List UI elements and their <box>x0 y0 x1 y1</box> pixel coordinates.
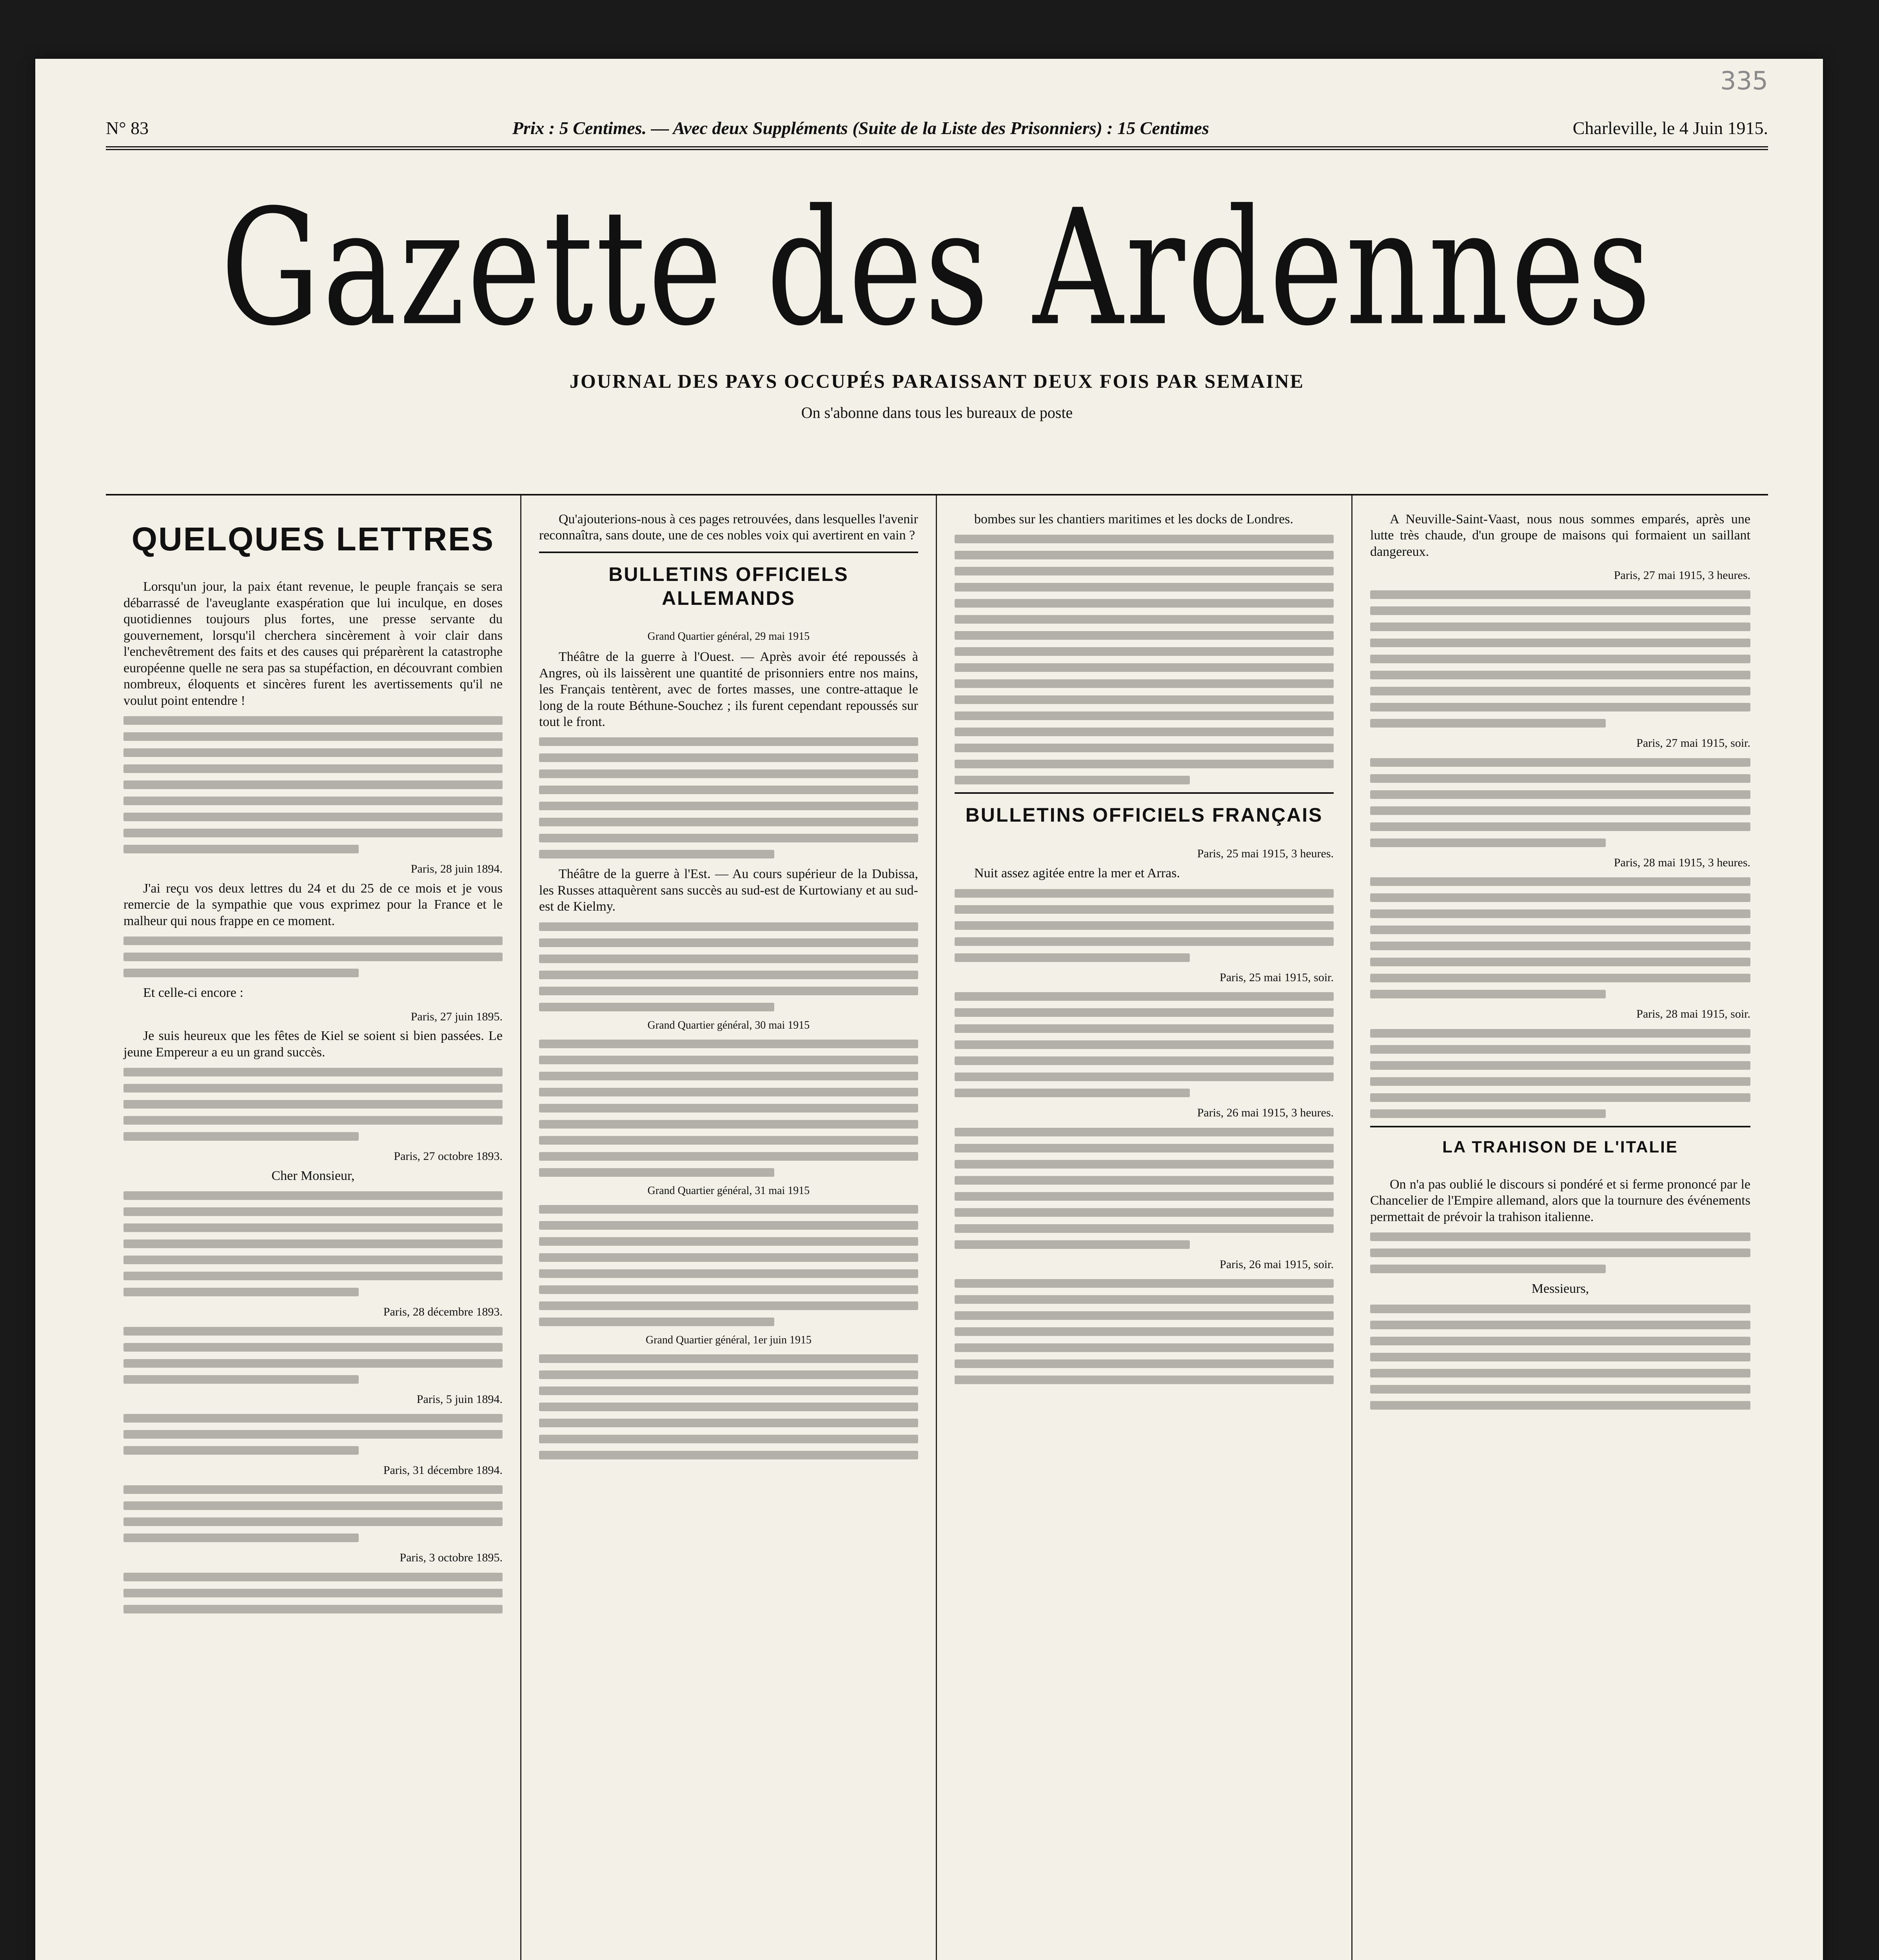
illegible-text-line <box>123 1191 503 1200</box>
illegible-text-line <box>123 716 503 725</box>
illegible-text-line <box>123 780 503 789</box>
illegible-text-line <box>539 753 918 762</box>
illegible-text-line <box>539 955 918 963</box>
illegible-text-line <box>1370 1337 1750 1345</box>
illegible-text-line <box>539 1354 918 1363</box>
illegible-text-line <box>1370 1385 1750 1394</box>
illegible-text-line <box>123 732 503 741</box>
bulletin-dateline: Paris, 28 mai 1915, 3 heures. <box>1614 856 1750 869</box>
illegible-text-line <box>123 1288 359 1296</box>
illegible-text-line <box>1370 893 1750 902</box>
bulletin-dateline: Paris, 25 mai 1915, 3 heures. <box>1197 847 1334 860</box>
letter-date: Paris, 31 décembre 1894. <box>383 1464 503 1477</box>
illegible-text-line <box>955 905 1334 914</box>
illegible-text-line <box>1370 974 1750 982</box>
illegible-text-line <box>1370 1353 1750 1361</box>
illegible-text-line <box>539 850 774 858</box>
newspaper-page <box>35 59 1823 1960</box>
illegible-text-line <box>539 1104 918 1112</box>
illegible-text-line <box>1370 838 1606 847</box>
illegible-text-line <box>123 1100 503 1109</box>
illegible-text-line <box>1370 1061 1750 1070</box>
bulletin-dateline: Grand Quartier général, 29 mai 1915 <box>647 630 810 642</box>
illegible-text-line <box>539 1152 918 1161</box>
illegible-text-line <box>1370 1045 1750 1054</box>
illegible-text-line <box>955 1056 1334 1065</box>
place-date: Charleville, le 4 Juin 1915. <box>1572 118 1768 138</box>
illegible-text-line <box>1370 958 1750 966</box>
illegible-text-line <box>123 1359 503 1368</box>
illegible-text-line <box>955 567 1334 575</box>
illegible-text-line <box>955 647 1334 656</box>
bulletin-dateline: Paris, 27 mai 1915, 3 heures. <box>1614 569 1750 582</box>
illegible-text-line <box>1370 1265 1606 1273</box>
illegible-text-line <box>123 1272 503 1280</box>
bulletin-dateline: Paris, 27 mai 1915, soir. <box>1636 737 1750 750</box>
subscribe-note: On s'abonne dans tous les bureaux de poste <box>801 404 1073 421</box>
illegible-text-line <box>1370 806 1750 815</box>
illegible-text-line <box>1370 1077 1750 1086</box>
illegible-text-line <box>955 1343 1334 1352</box>
illegible-text-line <box>955 1359 1334 1368</box>
bulletin-dateline: Paris, 26 mai 1915, soir. <box>1220 1258 1334 1271</box>
article-paragraph: Théâtre de la guerre à l'Ouest. — Après avoir été repoussés à Angres, où ils laissèrent une quantité de prisonniers entre nos mains, les Français tentèrent, avec de fortes masses, une contre-attaque le long de la route Béthune-Souchez ; ils furent cependant repoussés sur tout le front. <box>539 650 918 729</box>
illegible-text-line <box>539 1072 918 1080</box>
illegible-text-line <box>123 1485 503 1494</box>
illegible-text-line <box>123 1414 503 1423</box>
illegible-text-line <box>1370 774 1750 783</box>
illegible-text-line <box>539 786 918 794</box>
letter-date: Paris, 3 octobre 1895. <box>399 1551 503 1564</box>
illegible-text-line <box>955 1327 1334 1336</box>
illegible-text-line <box>955 1192 1334 1201</box>
bulletin-dateline: Paris, 26 mai 1915, 3 heures. <box>1197 1106 1334 1120</box>
illegible-text-line <box>123 748 503 757</box>
illegible-text-line <box>955 679 1334 688</box>
illegible-text-line <box>123 1223 503 1232</box>
illegible-text-line <box>123 829 503 837</box>
illegible-text-line <box>1370 1093 1750 1102</box>
column-3 <box>937 495 1353 1960</box>
illegible-text-line <box>955 937 1334 946</box>
illegible-text-line <box>539 737 918 746</box>
illegible-text-line <box>539 1003 774 1011</box>
article-paragraph: A Neuville-Saint-Vaast, nous nous sommes emparés, après une lutte très chaude, d'un groupe de maisons qui formaient un saillant dangereux. <box>1370 512 1750 559</box>
illegible-text-line <box>955 1073 1334 1081</box>
illegible-text-line <box>123 764 503 773</box>
illegible-text-line <box>1370 1232 1750 1241</box>
illegible-text-line <box>539 1318 774 1326</box>
illegible-text-line <box>1370 758 1750 767</box>
price-line: Prix : 5 Centimes. — Avec deux Suppléments (Suite de la Liste des Prisonniers) : 15 Centimes <box>512 118 1209 138</box>
illegible-text-line <box>539 1285 918 1294</box>
illegible-text-line <box>539 1435 918 1443</box>
illegible-text-line <box>955 1208 1334 1217</box>
illegible-text-line <box>123 1343 503 1352</box>
illegible-text-line <box>539 1387 918 1395</box>
article-heading-bulletins-francais: BULLETINS OFFICIELS FRANÇAIS <box>955 792 1334 827</box>
illegible-text-line <box>955 631 1334 640</box>
column-4 <box>1353 495 1768 1960</box>
newspaper-subtitle: JOURNAL DES PAYS OCCUPÉS PARAISSANT DEUX FOIS PAR SEMAINE <box>569 370 1305 392</box>
illegible-text-line <box>955 744 1334 752</box>
bulletin-dateline: Paris, 25 mai 1915, soir. <box>1220 971 1334 984</box>
article-heading-quelques-lettres: QUELQUES LETTRES <box>131 521 495 557</box>
article-heading-bulletins-allemands: BULLETINS OFFICIELS ALLEMANDS <box>539 552 918 610</box>
illegible-text-line <box>955 1176 1334 1185</box>
illegible-text-line <box>123 1589 503 1597</box>
letter-salutation: Cher Monsieur, <box>271 1168 355 1183</box>
illegible-text-line <box>539 834 918 842</box>
illegible-text-line <box>955 728 1334 736</box>
illegible-text-line <box>539 1040 918 1048</box>
article-paragraph: Lorsqu'un jour, la paix étant revenue, le peuple français se sera débarrassé de l'aveuglante exaspération que lui inculque, en doses quotidiennes toujours plus fortes, une presse servante du gouvernement, lorsqu'il cherchera sincèrement à voir clair dans l'enchevêtrement des faits et des causes qui préparèrent la catastrophe européenne quelle ne sera pas sa stupéfaction, en découvrant combien nombreux, éloquents et sincères furent les avertissements qu'il ne voulut point entendre ! <box>123 579 503 708</box>
illegible-text-line <box>539 938 918 947</box>
illegible-text-line <box>1370 639 1750 647</box>
illegible-text-line <box>539 1451 918 1459</box>
illegible-text-line <box>123 936 503 945</box>
bulletin-dateline: Grand Quartier général, 1er juin 1915 <box>646 1334 812 1347</box>
illegible-text-line <box>539 1120 918 1129</box>
illegible-text-line <box>1370 1305 1750 1313</box>
illegible-text-line <box>955 1160 1334 1169</box>
illegible-text-line <box>539 1205 918 1214</box>
illegible-text-line <box>123 1116 503 1125</box>
illegible-text-line <box>955 1240 1190 1249</box>
article-paragraph: Je suis heureux que les fêtes de Kiel se soient si bien passées. Le jeune Empereur a eu un grand succès. <box>123 1029 503 1060</box>
illegible-text-line <box>1370 1401 1750 1410</box>
illegible-text-line <box>955 615 1334 624</box>
newspaper-title: Gazette des Ardennes <box>220 175 1654 361</box>
issue-header <box>106 118 1768 150</box>
illegible-text-line <box>955 1144 1334 1152</box>
illegible-text-line <box>123 1517 503 1526</box>
illegible-text-line <box>539 1370 918 1379</box>
article-paragraph: Et celle-ci encore : <box>143 985 243 1000</box>
article-paragraph: On n'a pas oublié le discours si pondéré et si ferme prononcé par le Chancelier de l'Empire allemand, alors que la tournure des événements permettait de prévoir la trahison italienne. <box>1370 1177 1750 1224</box>
illegible-text-line <box>1370 1029 1750 1038</box>
illegible-text-line <box>539 1419 918 1427</box>
illegible-text-line <box>123 1375 359 1384</box>
illegible-text-line <box>123 1430 503 1439</box>
illegible-text-line <box>123 1534 359 1542</box>
illegible-text-line <box>539 987 918 995</box>
illegible-text-line <box>1370 877 1750 886</box>
illegible-text-line <box>123 1256 503 1264</box>
bulletin-dateline: Paris, 28 mai 1915, soir. <box>1636 1007 1750 1021</box>
illegible-text-line <box>955 599 1334 608</box>
illegible-text-line <box>539 769 918 778</box>
illegible-text-line <box>123 1132 359 1141</box>
issue-number: N° 83 <box>106 118 149 138</box>
illegible-text-line <box>955 583 1334 592</box>
article-paragraph: Qu'ajouterions-nous à ces pages retrouvées, dans lesquelles l'avenir reconnaîtra, sans doute, une de ces nobles voix qui avertirent en vain ? <box>539 512 918 543</box>
illegible-text-line <box>539 1253 918 1262</box>
article-paragraph: J'ai reçu vos deux lettres du 24 et du 25 de ce mois et je vous remercie de la sympathie que vous exprimez pour la France et le malheur qui nous frappe en ce moment. <box>123 881 503 928</box>
illegible-text-line <box>539 1136 918 1145</box>
illegible-text-line <box>955 889 1334 898</box>
illegible-text-line <box>1370 606 1750 615</box>
illegible-text-line <box>955 776 1190 784</box>
illegible-text-line <box>955 695 1334 704</box>
letter-date: Paris, 27 octobre 1893. <box>394 1150 503 1163</box>
illegible-text-line <box>539 1088 918 1096</box>
illegible-text-line <box>539 1237 918 1246</box>
illegible-text-line <box>1370 942 1750 950</box>
illegible-text-line <box>123 1084 503 1093</box>
illegible-text-line <box>1370 590 1750 599</box>
letter-date: Paris, 5 juin 1894. <box>416 1392 503 1406</box>
illegible-text-line <box>123 969 359 977</box>
illegible-text-line <box>123 1501 503 1510</box>
illegible-text-line <box>955 535 1334 543</box>
illegible-text-line <box>123 953 503 961</box>
masthead <box>106 176 1768 422</box>
illegible-text-line <box>123 1207 503 1216</box>
illegible-text-line <box>539 922 918 931</box>
illegible-text-line <box>123 1605 503 1613</box>
letter-date: Paris, 28 juin 1894. <box>410 862 503 876</box>
illegible-text-line <box>123 1068 503 1076</box>
illegible-text-line <box>955 992 1334 1001</box>
illegible-text-line <box>955 1224 1334 1233</box>
illegible-text-line <box>1370 1321 1750 1329</box>
illegible-text-line <box>539 1301 918 1310</box>
illegible-text-line <box>955 953 1190 962</box>
illegible-text-line <box>955 921 1334 930</box>
illegible-text-line <box>1370 687 1750 695</box>
illegible-text-line <box>955 663 1334 672</box>
illegible-text-line <box>955 1040 1334 1049</box>
illegible-text-line <box>123 1240 503 1248</box>
illegible-text-line <box>123 845 359 853</box>
illegible-text-line <box>123 797 503 805</box>
illegible-text-line <box>1370 1249 1750 1257</box>
illegible-text-line <box>539 1403 918 1411</box>
illegible-text-line <box>955 1295 1334 1304</box>
illegible-text-line <box>1370 1109 1606 1118</box>
illegible-text-line <box>539 971 918 979</box>
bulletin-dateline: Grand Quartier général, 31 mai 1915 <box>647 1185 810 1197</box>
illegible-text-line <box>539 802 918 810</box>
article-columns <box>106 494 1768 1960</box>
bulletin-dateline: Grand Quartier général, 30 mai 1915 <box>647 1019 810 1031</box>
letter-date: Paris, 27 juin 1895. <box>410 1010 503 1023</box>
illegible-text-line <box>539 818 918 826</box>
illegible-text-line <box>1370 703 1750 711</box>
illegible-text-line <box>539 1269 918 1278</box>
illegible-text-line <box>1370 719 1606 728</box>
illegible-text-line <box>1370 909 1750 918</box>
illegible-text-line <box>539 1168 774 1177</box>
illegible-text-line <box>1370 926 1750 934</box>
illegible-text-line <box>1370 1369 1750 1377</box>
illegible-text-line <box>955 1089 1190 1097</box>
illegible-text-line <box>539 1221 918 1230</box>
column-2 <box>521 495 937 1960</box>
page-number: 335 <box>1720 67 1768 96</box>
illegible-text-line <box>1370 822 1750 831</box>
illegible-text-line <box>123 1327 503 1336</box>
illegible-text-line <box>955 1376 1334 1384</box>
illegible-text-line <box>123 1573 503 1581</box>
illegible-text-line <box>1370 990 1606 998</box>
letter-date: Paris, 28 décembre 1893. <box>383 1305 503 1319</box>
illegible-text-line <box>123 813 503 821</box>
illegible-text-line <box>955 1279 1334 1288</box>
illegible-text-line <box>1370 790 1750 799</box>
illegible-text-line <box>539 1056 918 1064</box>
illegible-text-line <box>1370 671 1750 679</box>
illegible-text-line <box>955 760 1334 768</box>
speech-salutation: Messieurs, <box>1531 1281 1589 1296</box>
column-1 <box>106 495 521 1960</box>
article-heading-trahison-italie: LA TRAHISON DE L'ITALIE <box>1370 1126 1750 1157</box>
illegible-text-line <box>955 1008 1334 1017</box>
illegible-text-line <box>123 1446 359 1455</box>
article-paragraph: Nuit assez agitée entre la mer et Arras. <box>974 866 1180 881</box>
illegible-text-line <box>955 1311 1334 1320</box>
article-paragraph: Théâtre de la guerre à l'Est. — Au cours supérieur de la Dubissa, les Russes attaquèrent sans succès au sud-est de Kurtowiany et au sud-est de Kielmy. <box>539 867 918 914</box>
illegible-text-line <box>955 551 1334 559</box>
illegible-text-line <box>955 711 1334 720</box>
article-paragraph: bombes sur les chantiers maritimes et les docks de Londres. <box>974 512 1293 526</box>
illegible-text-line <box>1370 622 1750 631</box>
illegible-text-line <box>955 1024 1334 1033</box>
illegible-text-line <box>1370 655 1750 663</box>
illegible-text-line <box>955 1128 1334 1136</box>
